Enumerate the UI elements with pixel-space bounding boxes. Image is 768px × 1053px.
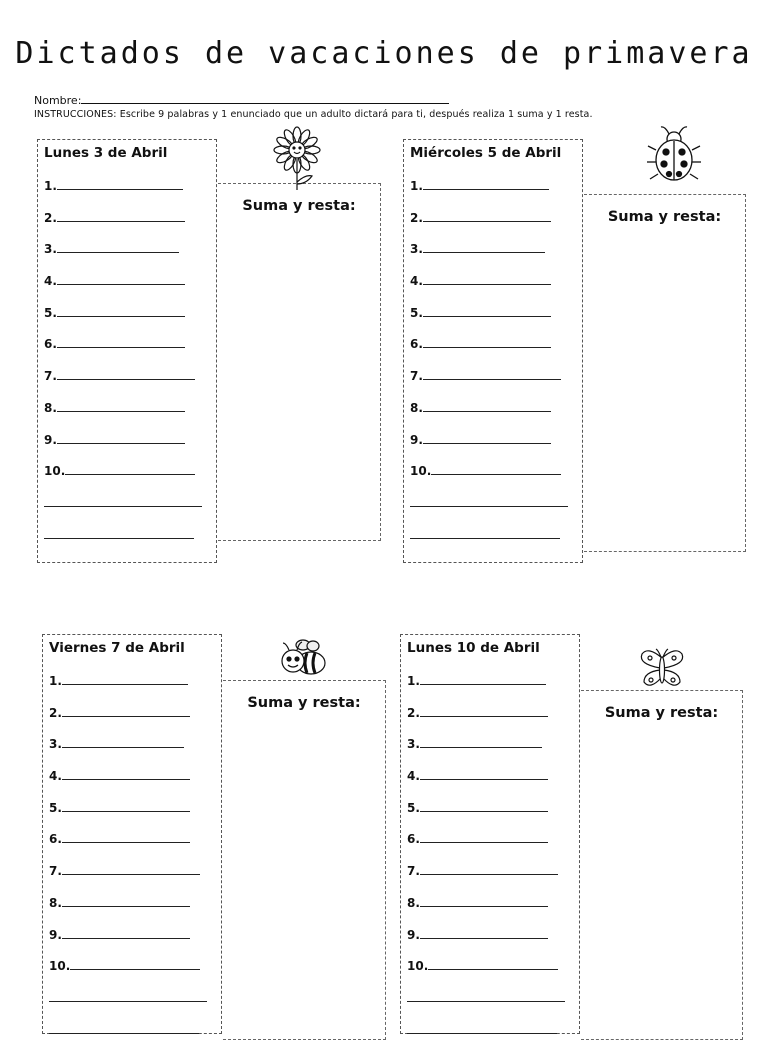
row-number: 2. bbox=[49, 705, 62, 720]
name-field bbox=[34, 93, 449, 107]
answer-blank[interactable] bbox=[49, 990, 207, 1002]
answer-blank[interactable] bbox=[420, 800, 548, 812]
dictation-row bbox=[410, 432, 568, 464]
answer-blank[interactable] bbox=[428, 958, 558, 970]
name-label: Nombre: bbox=[34, 94, 82, 107]
dictation-row bbox=[49, 736, 207, 768]
row-number: 3. bbox=[407, 737, 420, 752]
dictation-row bbox=[410, 178, 568, 210]
row-number: 6. bbox=[410, 337, 423, 352]
answer-blank[interactable] bbox=[57, 241, 179, 253]
row-number: 9. bbox=[44, 432, 57, 447]
dictation-row bbox=[407, 705, 565, 737]
row-number: 5. bbox=[410, 305, 423, 320]
dictation-row bbox=[407, 673, 565, 705]
dictation-row bbox=[49, 673, 207, 705]
answer-blank[interactable] bbox=[423, 400, 551, 412]
dictation-row bbox=[44, 400, 202, 432]
row-number: 3. bbox=[49, 737, 62, 752]
dictation-row bbox=[407, 800, 565, 832]
sentence-line bbox=[44, 495, 202, 527]
answer-blank[interactable] bbox=[57, 178, 183, 190]
answer-blank[interactable] bbox=[62, 768, 190, 780]
page-title: Dictados de vacaciones de primavera bbox=[15, 36, 753, 71]
dictation-row bbox=[44, 463, 202, 495]
answer-blank[interactable] bbox=[44, 527, 194, 539]
answer-blank[interactable] bbox=[57, 273, 185, 285]
operation-box-1 bbox=[218, 183, 381, 541]
row-number: 6. bbox=[44, 337, 57, 352]
row-number: 2. bbox=[407, 705, 420, 720]
dictation-row bbox=[44, 210, 202, 242]
dictation-row bbox=[44, 432, 202, 464]
answer-blank[interactable] bbox=[420, 673, 546, 685]
dictation-row bbox=[44, 336, 202, 368]
answer-blank[interactable] bbox=[57, 336, 185, 348]
row-number: 1. bbox=[410, 179, 423, 193]
day-title: Lunes 10 de Abril bbox=[407, 640, 540, 656]
operation-title: Suma y resta: bbox=[607, 209, 722, 225]
answer-blank[interactable] bbox=[423, 273, 551, 285]
sentence-line bbox=[410, 495, 568, 527]
answer-blank[interactable] bbox=[62, 705, 190, 717]
operation-title: Suma y resta: bbox=[604, 705, 719, 721]
sentence-line bbox=[407, 1022, 565, 1053]
answer-blank[interactable] bbox=[420, 831, 548, 843]
operation-box-4 bbox=[581, 690, 743, 1040]
row-number: 2. bbox=[44, 210, 57, 225]
answer-blank[interactable] bbox=[420, 705, 548, 717]
dictation-box-3 bbox=[42, 634, 222, 1034]
answer-blank[interactable] bbox=[62, 673, 188, 685]
answer-blank[interactable] bbox=[423, 178, 549, 190]
butterfly-icon bbox=[636, 646, 688, 692]
row-number: 7. bbox=[410, 369, 423, 384]
row-number: 10. bbox=[44, 464, 66, 479]
dictation-row bbox=[49, 800, 207, 832]
row-number: 4. bbox=[44, 274, 57, 289]
operation-title: Suma y resta: bbox=[247, 695, 361, 711]
answer-blank[interactable] bbox=[431, 463, 561, 475]
row-number: 8. bbox=[410, 400, 423, 415]
sentence-line bbox=[407, 990, 565, 1022]
instructions-text: Escribe 9 palabras y 1 enunciado que un adulto dictará para ti, después realiza 1 suma y 1 resta. bbox=[116, 109, 593, 120]
instructions bbox=[34, 109, 593, 120]
dictation-box-4 bbox=[400, 634, 580, 1034]
dictation-row bbox=[49, 863, 207, 895]
day-title: Viernes 7 de Abril bbox=[49, 640, 185, 656]
dictation-row bbox=[407, 927, 565, 959]
row-number: 10. bbox=[410, 464, 432, 479]
day-title: Miércoles 5 de Abril bbox=[410, 145, 562, 161]
answer-blank[interactable] bbox=[420, 895, 548, 907]
dictation-row bbox=[44, 178, 202, 210]
dictation-row bbox=[407, 831, 565, 863]
answer-blank[interactable] bbox=[70, 958, 200, 970]
dictation-row bbox=[410, 463, 568, 495]
dictation-rows bbox=[407, 673, 565, 1053]
row-number: 5. bbox=[407, 800, 420, 815]
answer-blank[interactable] bbox=[49, 1022, 199, 1034]
dictation-row bbox=[410, 400, 568, 432]
row-number: 1. bbox=[407, 674, 420, 688]
dictation-row bbox=[407, 736, 565, 768]
answer-blank[interactable] bbox=[410, 495, 568, 507]
answer-blank[interactable] bbox=[62, 927, 190, 939]
dictation-box-2 bbox=[403, 139, 583, 563]
dictation-row bbox=[410, 305, 568, 337]
row-number: 2. bbox=[410, 210, 423, 225]
dictation-row bbox=[410, 210, 568, 242]
answer-blank[interactable] bbox=[57, 210, 185, 222]
answer-blank[interactable] bbox=[57, 305, 185, 317]
operation-box-2 bbox=[584, 194, 746, 552]
answer-blank[interactable] bbox=[423, 432, 551, 444]
row-number: 9. bbox=[410, 432, 423, 447]
row-number: 4. bbox=[407, 769, 420, 784]
row-number: 8. bbox=[49, 895, 62, 910]
dictation-rows bbox=[49, 673, 207, 1053]
answer-blank[interactable] bbox=[57, 400, 185, 412]
dictation-row bbox=[410, 273, 568, 305]
dictation-box-1 bbox=[37, 139, 217, 563]
row-number: 7. bbox=[49, 864, 62, 879]
dictation-row bbox=[49, 831, 207, 863]
row-number: 9. bbox=[49, 927, 62, 942]
flower-icon bbox=[268, 122, 326, 192]
row-number: 7. bbox=[407, 864, 420, 879]
dictation-rows bbox=[410, 178, 568, 558]
row-number: 1. bbox=[49, 674, 62, 688]
answer-blank[interactable] bbox=[62, 831, 190, 843]
row-number: 6. bbox=[49, 832, 62, 847]
name-blank[interactable] bbox=[81, 93, 449, 104]
answer-blank[interactable] bbox=[407, 1022, 557, 1034]
operation-box-3 bbox=[223, 680, 386, 1040]
dictation-row bbox=[407, 958, 565, 990]
row-number: 5. bbox=[49, 800, 62, 815]
answer-blank[interactable] bbox=[420, 736, 542, 748]
answer-blank[interactable] bbox=[423, 336, 551, 348]
dictation-row bbox=[407, 863, 565, 895]
dictation-row bbox=[410, 368, 568, 400]
dictation-rows bbox=[44, 178, 202, 558]
dictation-row bbox=[49, 895, 207, 927]
operation-title: Suma y resta: bbox=[242, 198, 356, 214]
row-number: 6. bbox=[407, 832, 420, 847]
dictation-row bbox=[44, 241, 202, 273]
answer-blank[interactable] bbox=[57, 432, 185, 444]
sentence-line bbox=[49, 990, 207, 1022]
answer-blank[interactable] bbox=[407, 990, 565, 1002]
row-number: 7. bbox=[44, 369, 57, 384]
dictation-row bbox=[44, 305, 202, 337]
sentence-line bbox=[44, 527, 202, 559]
answer-blank[interactable] bbox=[423, 305, 551, 317]
dictation-row bbox=[49, 705, 207, 737]
row-number: 3. bbox=[410, 242, 423, 257]
dictation-row bbox=[410, 336, 568, 368]
row-number: 8. bbox=[407, 895, 420, 910]
answer-blank[interactable] bbox=[423, 210, 551, 222]
dictation-row bbox=[44, 273, 202, 305]
ladybug-icon bbox=[643, 124, 705, 186]
row-number: 9. bbox=[407, 927, 420, 942]
day-title: Lunes 3 de Abril bbox=[44, 145, 168, 161]
instructions-label: INSTRUCCIONES: bbox=[34, 109, 117, 120]
row-number: 4. bbox=[410, 274, 423, 289]
dictation-row bbox=[407, 895, 565, 927]
answer-blank[interactable] bbox=[65, 463, 195, 475]
sentence-line bbox=[49, 1022, 207, 1053]
row-number: 10. bbox=[49, 959, 71, 974]
answer-blank[interactable] bbox=[62, 736, 184, 748]
row-number: 3. bbox=[44, 242, 57, 257]
answer-blank[interactable] bbox=[44, 495, 202, 507]
dictation-row bbox=[44, 368, 202, 400]
answer-blank[interactable] bbox=[420, 927, 548, 939]
answer-blank[interactable] bbox=[420, 768, 548, 780]
answer-blank[interactable] bbox=[62, 863, 200, 875]
bee-icon bbox=[277, 637, 329, 681]
dictation-row bbox=[49, 958, 207, 990]
row-number: 8. bbox=[44, 400, 57, 415]
row-number: 10. bbox=[407, 959, 429, 974]
dictation-row bbox=[49, 768, 207, 800]
dictation-row bbox=[410, 241, 568, 273]
answer-blank[interactable] bbox=[57, 368, 195, 380]
answer-blank[interactable] bbox=[420, 863, 558, 875]
answer-blank[interactable] bbox=[62, 895, 190, 907]
row-number: 5. bbox=[44, 305, 57, 320]
row-number: 1. bbox=[44, 179, 57, 193]
dictation-row bbox=[49, 927, 207, 959]
answer-blank[interactable] bbox=[423, 368, 561, 380]
answer-blank[interactable] bbox=[410, 527, 560, 539]
sentence-line bbox=[410, 527, 568, 559]
dictation-row bbox=[407, 768, 565, 800]
row-number: 4. bbox=[49, 769, 62, 784]
answer-blank[interactable] bbox=[423, 241, 545, 253]
answer-blank[interactable] bbox=[62, 800, 190, 812]
